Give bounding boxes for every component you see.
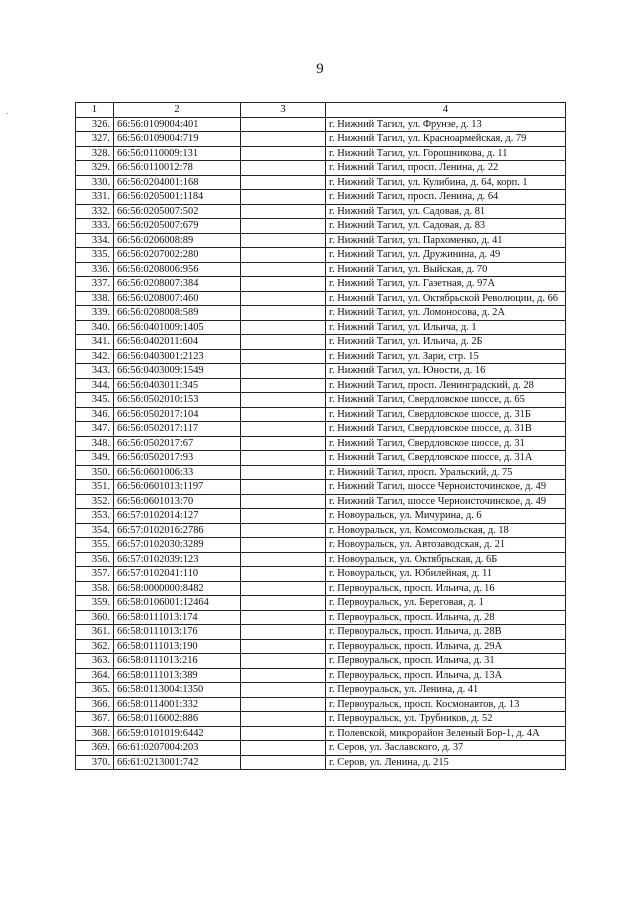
table-row xyxy=(76,610,566,625)
row-number-cell: 326. xyxy=(76,117,114,132)
table-row xyxy=(76,233,566,248)
table-row xyxy=(76,349,566,364)
cadastral-number-cell: 66:56:0204001:168 xyxy=(114,175,241,190)
column-3-cell xyxy=(241,610,326,625)
address-cell: г. Нижний Тагил, ул. Зари, стр. 15 xyxy=(326,349,566,364)
cadastral-number-cell: 66:56:0402011:604 xyxy=(114,335,241,350)
registry-table xyxy=(75,102,566,770)
cadastral-number-cell: 66:58:0111013:190 xyxy=(114,639,241,654)
table-row xyxy=(76,306,566,321)
address-cell: г. Новоуральск, ул. Комсомольская, д. 18 xyxy=(326,523,566,538)
row-number-cell: 357. xyxy=(76,567,114,582)
table-row xyxy=(76,146,566,161)
cadastral-number-cell: 66:61:0207004:203 xyxy=(114,741,241,756)
row-number-cell: 369. xyxy=(76,741,114,756)
row-number-cell: 350. xyxy=(76,465,114,480)
cadastral-number-cell: 66:56:0208007:460 xyxy=(114,291,241,306)
table-row xyxy=(76,639,566,654)
column-3-cell xyxy=(241,262,326,277)
address-cell: г. Полевской, микрорайон Зеленый Бор-1, д. 4А xyxy=(326,726,566,741)
address-cell: г. Нижний Тагил, Свердловское шоссе, д. 31 xyxy=(326,436,566,451)
column-3-cell xyxy=(241,581,326,596)
margin-mark: . xyxy=(6,106,9,116)
table-row xyxy=(76,175,566,190)
cadastral-number-cell: 66:58:0111013:176 xyxy=(114,625,241,640)
row-number-cell: 364. xyxy=(76,668,114,683)
column-3-cell xyxy=(241,132,326,147)
row-number-cell: 331. xyxy=(76,190,114,205)
table-row xyxy=(76,552,566,567)
cadastral-number-cell: 66:56:0205007:502 xyxy=(114,204,241,219)
cadastral-number-cell: 66:56:0403011:345 xyxy=(114,378,241,393)
address-cell: г. Серов, ул. Заславского, д. 37 xyxy=(326,741,566,756)
table-row xyxy=(76,654,566,669)
row-number-cell: 332. xyxy=(76,204,114,219)
column-header-3: 3 xyxy=(241,103,326,118)
row-number-cell: 352. xyxy=(76,494,114,509)
cadastral-number-cell: 66:56:0502017:104 xyxy=(114,407,241,422)
table-row xyxy=(76,335,566,350)
table-row xyxy=(76,320,566,335)
column-3-cell xyxy=(241,190,326,205)
row-number-cell: 368. xyxy=(76,726,114,741)
address-cell: г. Первоуральск, ул. Береговая, д. 1 xyxy=(326,596,566,611)
address-cell: г. Новоуральск, ул. Октябрьская, д. 6Б xyxy=(326,552,566,567)
cadastral-number-cell: 66:56:0110009:131 xyxy=(114,146,241,161)
table-row xyxy=(76,219,566,234)
cadastral-number-cell: 66:56:0208007:384 xyxy=(114,277,241,292)
row-number-cell: 328. xyxy=(76,146,114,161)
cadastral-number-cell: 66:56:0205001:1184 xyxy=(114,190,241,205)
address-cell: г. Нижний Тагил, ул. Ильича, д. 1 xyxy=(326,320,566,335)
cadastral-number-cell: 66:56:0403009:1549 xyxy=(114,364,241,379)
row-number-cell: 366. xyxy=(76,697,114,712)
row-number-cell: 327. xyxy=(76,132,114,147)
page-number: 9 xyxy=(316,61,324,77)
row-number-cell: 337. xyxy=(76,277,114,292)
row-number-cell: 353. xyxy=(76,509,114,524)
cadastral-number-cell: 66:56:0109004:401 xyxy=(114,117,241,132)
column-3-cell xyxy=(241,697,326,712)
column-3-cell xyxy=(241,291,326,306)
column-3-cell xyxy=(241,668,326,683)
table-row xyxy=(76,393,566,408)
address-cell: г. Нижний Тагил, ул. Ломоносова, д. 2А xyxy=(326,306,566,321)
column-3-cell xyxy=(241,494,326,509)
table-row xyxy=(76,465,566,480)
address-cell: г. Нижний Тагил, ул. Юности, д. 16 xyxy=(326,364,566,379)
column-3-cell xyxy=(241,639,326,654)
table-row xyxy=(76,204,566,219)
row-number-cell: 335. xyxy=(76,248,114,263)
address-cell: г. Нижний Тагил, просп. Ленина, д. 64 xyxy=(326,190,566,205)
cadastral-number-cell: 66:56:0502017:117 xyxy=(114,422,241,437)
column-3-cell xyxy=(241,741,326,756)
column-3-cell xyxy=(241,349,326,364)
row-number-cell: 361. xyxy=(76,625,114,640)
cadastral-number-cell: 66:56:0601006:33 xyxy=(114,465,241,480)
row-number-cell: 342. xyxy=(76,349,114,364)
table-row xyxy=(76,697,566,712)
address-cell: г. Первоуральск, ул. Ленина, д. 41 xyxy=(326,683,566,698)
cadastral-number-cell: 66:56:0601013:70 xyxy=(114,494,241,509)
column-3-cell xyxy=(241,335,326,350)
table-row xyxy=(76,190,566,205)
address-cell: г. Новоуральск, ул. Автозаводская, д. 21 xyxy=(326,538,566,553)
column-3-cell xyxy=(241,538,326,553)
table-row xyxy=(76,248,566,263)
row-number-cell: 356. xyxy=(76,552,114,567)
table-row xyxy=(76,451,566,466)
address-cell: г. Нижний Тагил, просп. Ленинградский, д. 28 xyxy=(326,378,566,393)
address-cell: г. Нижний Тагил, ул. Фрунзе, д. 13 xyxy=(326,117,566,132)
column-3-cell xyxy=(241,233,326,248)
address-cell: г. Нижний Тагил, ул. Садовая, д. 83 xyxy=(326,219,566,234)
table-row xyxy=(76,277,566,292)
address-cell: г. Нижний Тагил, Свердловское шоссе, д. 31В xyxy=(326,422,566,437)
column-3-cell xyxy=(241,552,326,567)
cadastral-number-cell: 66:57:0102030:3289 xyxy=(114,538,241,553)
column-3-cell xyxy=(241,219,326,234)
table-body xyxy=(76,117,566,770)
table-row xyxy=(76,683,566,698)
row-number-cell: 362. xyxy=(76,639,114,654)
row-number-cell: 334. xyxy=(76,233,114,248)
column-3-cell xyxy=(241,364,326,379)
table-row xyxy=(76,668,566,683)
row-number-cell: 351. xyxy=(76,480,114,495)
column-header-2: 2 xyxy=(114,103,241,118)
row-number-cell: 336. xyxy=(76,262,114,277)
row-number-cell: 341. xyxy=(76,335,114,350)
address-cell: г. Нижний Тагил, шоссе Черноисточинское, д. 49 xyxy=(326,480,566,495)
table-row xyxy=(76,625,566,640)
row-number-cell: 343. xyxy=(76,364,114,379)
address-cell: г. Нижний Тагил, ул. Горошникова, д. 11 xyxy=(326,146,566,161)
address-cell: г. Первоуральск, просп. Космонавтов, д. 13 xyxy=(326,697,566,712)
table-row xyxy=(76,567,566,582)
cadastral-number-cell: 66:57:0102016:2786 xyxy=(114,523,241,538)
row-number-cell: 344. xyxy=(76,378,114,393)
column-header-1: 1 xyxy=(76,103,114,118)
table-row xyxy=(76,755,566,770)
cadastral-number-cell: 66:57:0102039:123 xyxy=(114,552,241,567)
table-row xyxy=(76,132,566,147)
cadastral-number-cell: 66:56:0403001:2123 xyxy=(114,349,241,364)
column-3-cell xyxy=(241,161,326,176)
cadastral-number-cell: 66:59:0101019:6442 xyxy=(114,726,241,741)
row-number-cell: 345. xyxy=(76,393,114,408)
column-3-cell xyxy=(241,451,326,466)
row-number-cell: 360. xyxy=(76,610,114,625)
table-row xyxy=(76,741,566,756)
row-number-cell: 347. xyxy=(76,422,114,437)
cadastral-number-cell: 66:56:0110012:78 xyxy=(114,161,241,176)
row-number-cell: 359. xyxy=(76,596,114,611)
cadastral-number-cell: 66:58:0116002:886 xyxy=(114,712,241,727)
address-cell: г. Первоуральск, просп. Ильича, д. 29А xyxy=(326,639,566,654)
cadastral-number-cell: 66:56:0205007:679 xyxy=(114,219,241,234)
column-3-cell xyxy=(241,465,326,480)
address-cell: г. Первоуральск, ул. Трубников, д. 52 xyxy=(326,712,566,727)
table-row xyxy=(76,436,566,451)
table-row xyxy=(76,712,566,727)
column-3-cell xyxy=(241,277,326,292)
table-row xyxy=(76,509,566,524)
column-3-cell xyxy=(241,596,326,611)
column-3-cell xyxy=(241,248,326,263)
column-3-cell xyxy=(241,436,326,451)
cadastral-number-cell: 66:56:0502017:67 xyxy=(114,436,241,451)
table-row xyxy=(76,407,566,422)
cadastral-number-cell: 66:58:0113004:1350 xyxy=(114,683,241,698)
cadastral-number-cell: 66:58:0114001:332 xyxy=(114,697,241,712)
column-3-cell xyxy=(241,393,326,408)
column-3-cell xyxy=(241,378,326,393)
row-number-cell: 348. xyxy=(76,436,114,451)
column-3-cell xyxy=(241,146,326,161)
address-cell: г. Новоуральск, ул. Юбилейная, д. 11 xyxy=(326,567,566,582)
row-number-cell: 339. xyxy=(76,306,114,321)
address-cell: г. Первоуральск, просп. Ильича, д. 16 xyxy=(326,581,566,596)
address-cell: г. Нижний Тагил, ул. Пархоменко, д. 41 xyxy=(326,233,566,248)
address-cell: г. Первоуральск, просп. Ильича, д. 28В xyxy=(326,625,566,640)
column-3-cell xyxy=(241,567,326,582)
table-row xyxy=(76,422,566,437)
row-number-cell: 329. xyxy=(76,161,114,176)
address-cell: г. Первоуральск, просп. Ильича, д. 31 xyxy=(326,654,566,669)
table-row xyxy=(76,364,566,379)
column-3-cell xyxy=(241,523,326,538)
column-3-cell xyxy=(241,625,326,640)
address-cell: г. Нижний Тагил, Свердловское шоссе, д. 31Б xyxy=(326,407,566,422)
row-number-cell: 349. xyxy=(76,451,114,466)
column-3-cell xyxy=(241,117,326,132)
address-cell: г. Нижний Тагил, ул. Октябрьской Революции, д. 66 xyxy=(326,291,566,306)
address-cell: г. Нижний Тагил, ул. Дружинина, д. 49 xyxy=(326,248,566,263)
address-cell: г. Нижний Тагил, шоссе Черноисточинское, д. 49 xyxy=(326,494,566,509)
column-3-cell xyxy=(241,683,326,698)
address-cell: г. Нижний Тагил, Свердловское шоссе, д. 65 xyxy=(326,393,566,408)
table-row xyxy=(76,291,566,306)
row-number-cell: 370. xyxy=(76,755,114,770)
cadastral-number-cell: 66:61:0213001:742 xyxy=(114,755,241,770)
address-cell: г. Нижний Тагил, ул. Кулибина, д. 64, корп. 1 xyxy=(326,175,566,190)
row-number-cell: 340. xyxy=(76,320,114,335)
cadastral-number-cell: 66:57:0102014:127 xyxy=(114,509,241,524)
row-number-cell: 333. xyxy=(76,219,114,234)
cadastral-number-cell: 66:56:0207002:280 xyxy=(114,248,241,263)
column-3-cell xyxy=(241,755,326,770)
column-3-cell xyxy=(241,407,326,422)
address-cell: г. Новоуральск, ул. Мичурина, д. 6 xyxy=(326,509,566,524)
address-cell: г. Нижний Тагил, ул. Садовая, д. 81 xyxy=(326,204,566,219)
table-row xyxy=(76,262,566,277)
cadastral-number-cell: 66:58:0111013:174 xyxy=(114,610,241,625)
cadastral-number-cell: 66:58:0111013:216 xyxy=(114,654,241,669)
table-row xyxy=(76,726,566,741)
row-number-cell: 346. xyxy=(76,407,114,422)
address-cell: г. Серов, ул. Ленина, д. 215 xyxy=(326,755,566,770)
cadastral-number-cell: 66:56:0109004:719 xyxy=(114,132,241,147)
cadastral-number-cell: 66:56:0601013:1197 xyxy=(114,480,241,495)
row-number-cell: 367. xyxy=(76,712,114,727)
row-number-cell: 355. xyxy=(76,538,114,553)
address-cell: г. Нижний Тагил, Свердловское шоссе, д. 31А xyxy=(326,451,566,466)
address-cell: г. Нижний Тагил, ул. Ильича, д. 2Б xyxy=(326,335,566,350)
table-row xyxy=(76,581,566,596)
table-row xyxy=(76,378,566,393)
row-number-cell: 365. xyxy=(76,683,114,698)
cadastral-number-cell: 66:56:0502017:93 xyxy=(114,451,241,466)
row-number-cell: 363. xyxy=(76,654,114,669)
column-3-cell xyxy=(241,320,326,335)
table-row xyxy=(76,161,566,176)
cadastral-number-cell: 66:56:0502010:153 xyxy=(114,393,241,408)
row-number-cell: 338. xyxy=(76,291,114,306)
table-row xyxy=(76,596,566,611)
column-3-cell xyxy=(241,175,326,190)
table-row xyxy=(76,523,566,538)
column-3-cell xyxy=(241,712,326,727)
address-cell: г. Нижний Тагил, просп. Ленина, д. 22 xyxy=(326,161,566,176)
address-cell: г. Нижний Тагил, ул. Газетная, д. 97А xyxy=(326,277,566,292)
column-3-cell xyxy=(241,726,326,741)
column-3-cell xyxy=(241,509,326,524)
address-cell: г. Первоуральск, просп. Ильича, д. 28 xyxy=(326,610,566,625)
table-row xyxy=(76,538,566,553)
cadastral-number-cell: 66:56:0401009:1405 xyxy=(114,320,241,335)
column-header-4: 4 xyxy=(326,103,566,118)
cadastral-number-cell: 66:58:0106001:12464 xyxy=(114,596,241,611)
column-3-cell xyxy=(241,422,326,437)
row-number-cell: 354. xyxy=(76,523,114,538)
column-3-cell xyxy=(241,480,326,495)
row-number-cell: 330. xyxy=(76,175,114,190)
column-3-cell xyxy=(241,654,326,669)
column-3-cell xyxy=(241,204,326,219)
address-cell: г. Первоуральск, просп. Ильича, д. 13А xyxy=(326,668,566,683)
cadastral-number-cell: 66:56:0206008:89 xyxy=(114,233,241,248)
table-row xyxy=(76,117,566,132)
table-row xyxy=(76,494,566,509)
address-cell: г. Нижний Тагил, ул. Красноармейская, д. 79 xyxy=(326,132,566,147)
table-row xyxy=(76,480,566,495)
header-row xyxy=(76,103,566,118)
address-cell: г. Нижний Тагил, просп. Уральский, д. 75 xyxy=(326,465,566,480)
cadastral-number-cell: 66:56:0208008:589 xyxy=(114,306,241,321)
address-cell: г. Нижний Тагил, ул. Выйская, д. 70 xyxy=(326,262,566,277)
cadastral-number-cell: 66:56:0208006:956 xyxy=(114,262,241,277)
cadastral-number-cell: 66:58:0000000:8482 xyxy=(114,581,241,596)
cadastral-number-cell: 66:58:0111013:389 xyxy=(114,668,241,683)
row-number-cell: 358. xyxy=(76,581,114,596)
column-3-cell xyxy=(241,306,326,321)
cadastral-number-cell: 66:57:0102041:110 xyxy=(114,567,241,582)
